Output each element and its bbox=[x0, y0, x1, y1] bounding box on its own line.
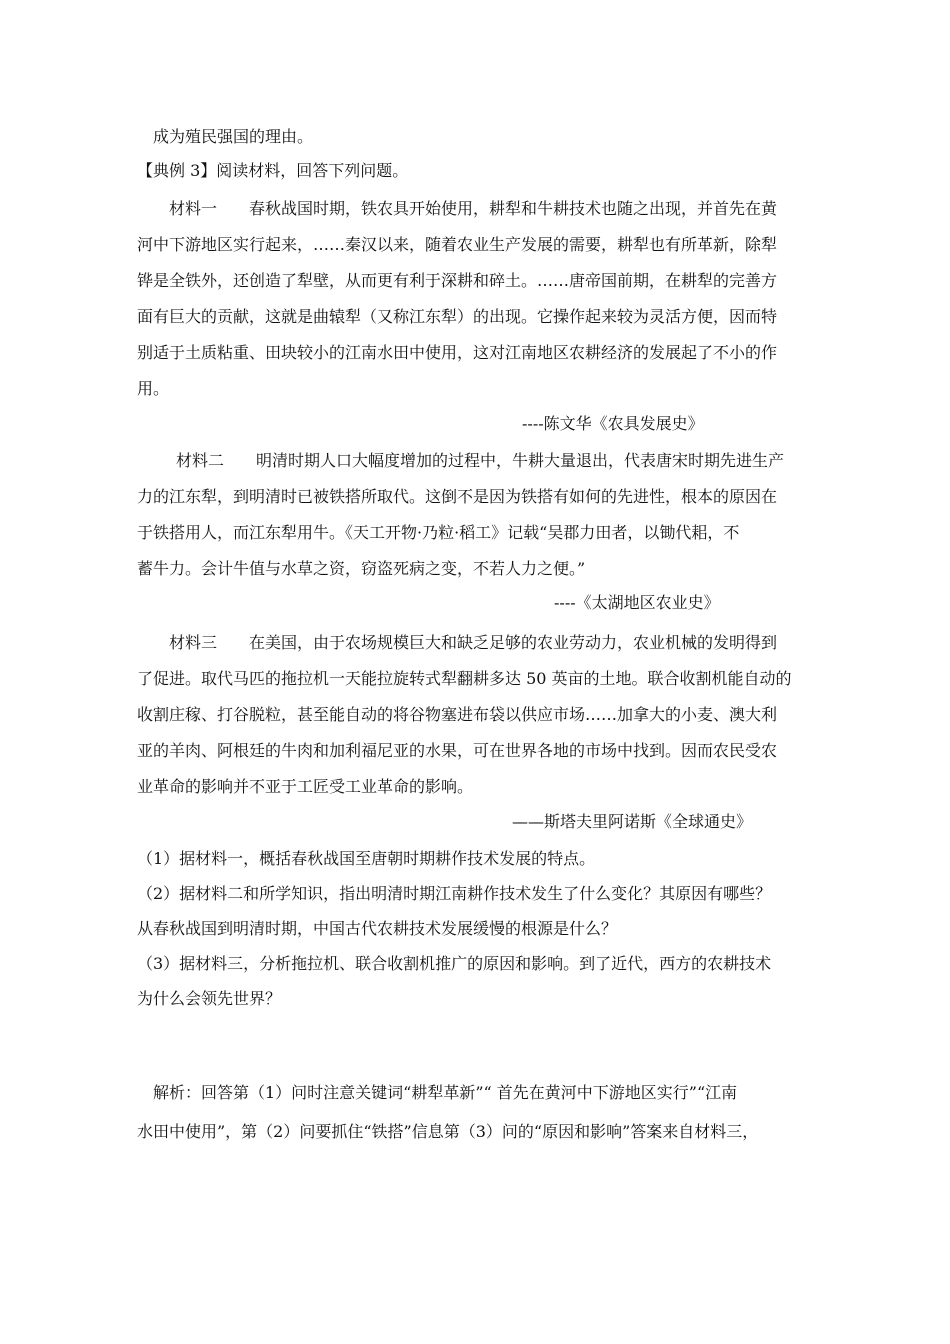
material2-line: 于铁搭用人，而江东犁用牛。《天工开物·乃粒·稻工》记载“吴郡力田者，以锄代耜，不 bbox=[137, 523, 740, 542]
material1-line: 用。 bbox=[137, 379, 170, 398]
material3-line: 收割庄稼、打谷脱粒，甚至能自动的将谷物塞进布袋以供应市场……加拿大的小麦、澳大利 bbox=[137, 705, 778, 724]
material1-source: ----陈文华《农具发展史》 bbox=[522, 414, 704, 433]
material3-line: 亚的羊肉、阿根廷的牛肉和加利福尼亚的水果，可在世界各地的市场中找到。因而农民受农 bbox=[137, 741, 778, 760]
material1-label: 材料一 bbox=[169, 199, 218, 218]
intro-line: 成为殖民强国的理由。 bbox=[153, 127, 314, 146]
material1-first-line bbox=[169, 198, 777, 220]
material3-label: 材料三 bbox=[169, 633, 218, 652]
material1-line: 别适于土质粘重、田块较小的江南水田中使用，这对江南地区农耕经济的发展起了不小的作 bbox=[137, 343, 778, 362]
material3-line: 了促进。取代马匹的拖拉机一天能拉旋转式犁翻耕多达 50 英亩的土地。联合收割机能自动的 bbox=[137, 669, 792, 688]
material1-text: 春秋战国时期，铁农具开始使用，耕犁和牛耕技术也随之出现，并首先在黄 bbox=[249, 199, 778, 218]
question-1: （1）据材料一，概括春秋战国至唐朝时期耕作技术发展的特点。 bbox=[137, 849, 596, 868]
question-3: （3）据材料三，分析拖拉机、联合收割机推广的原因和影响。到了近代，西方的农耕技术 bbox=[137, 954, 772, 973]
material2-line: 力的江东犁，到明清时已被铁搭所取代。这倒不是因为铁搭有如何的先进性，根本的原因在 bbox=[137, 487, 778, 506]
analysis-line: 解析：回答第（1）问时注意关键词“耕犁革新”“ 首先在黄河中下游地区实行”“江南 bbox=[153, 1083, 738, 1102]
question-2-continued: 从春秋战国到明清时期，中国古代农耕技术发展缓慢的根源是什么？ bbox=[137, 919, 618, 938]
material1-line: 面有巨大的贡献，这就是曲辕犁（又称江东犁）的出现。它操作起来较为灵活方便，因而特 bbox=[137, 307, 778, 326]
material2-first-line bbox=[176, 450, 784, 472]
material1-line: 铧是全铁外，还创造了犁壁，从而更有利于深耕和碎土。……唐帝国前期，在耕犁的完善方 bbox=[137, 271, 778, 290]
example-heading: 【典例 3】阅读材料，回答下列问题。 bbox=[137, 161, 409, 180]
question-3-continued: 为什么会领先世界？ bbox=[137, 989, 282, 1008]
material3-source: ——斯塔夫里阿诺斯《全球通史》 bbox=[512, 812, 753, 831]
question-2: （2）据材料二和所学知识，指出明清时期江南耕作技术发生了什么变化？其原因有哪些？ bbox=[137, 884, 772, 903]
material3-text: 在美国，由于农场规模巨大和缺乏足够的农业劳动力，农业机械的发明得到 bbox=[249, 633, 778, 652]
material2-line: 蓄牛力。会计牛值与水草之资，窃盗死病之变，不若人力之便。” bbox=[137, 559, 586, 578]
material3-line: 业革命的影响并不亚于工匠受工业革命的影响。 bbox=[137, 777, 474, 796]
material1-line: 河中下游地区实行起来，……秦汉以来，随着农业生产发展的需要，耕犁也有所革新，除犁 bbox=[137, 235, 778, 254]
material2-text: 明清时期人口大幅度增加的过程中，牛耕大量退出，代表唐宋时期先进生产 bbox=[256, 451, 785, 470]
material2-source: ----《太湖地区农业史》 bbox=[554, 593, 720, 612]
analysis-line: 水田中使用”，第（2）问要抓住“铁搭”信息第（3）问的“原因和影响”答案来自材料三， bbox=[137, 1122, 759, 1141]
material3-first-line bbox=[169, 632, 777, 654]
material2-label: 材料二 bbox=[176, 451, 225, 470]
